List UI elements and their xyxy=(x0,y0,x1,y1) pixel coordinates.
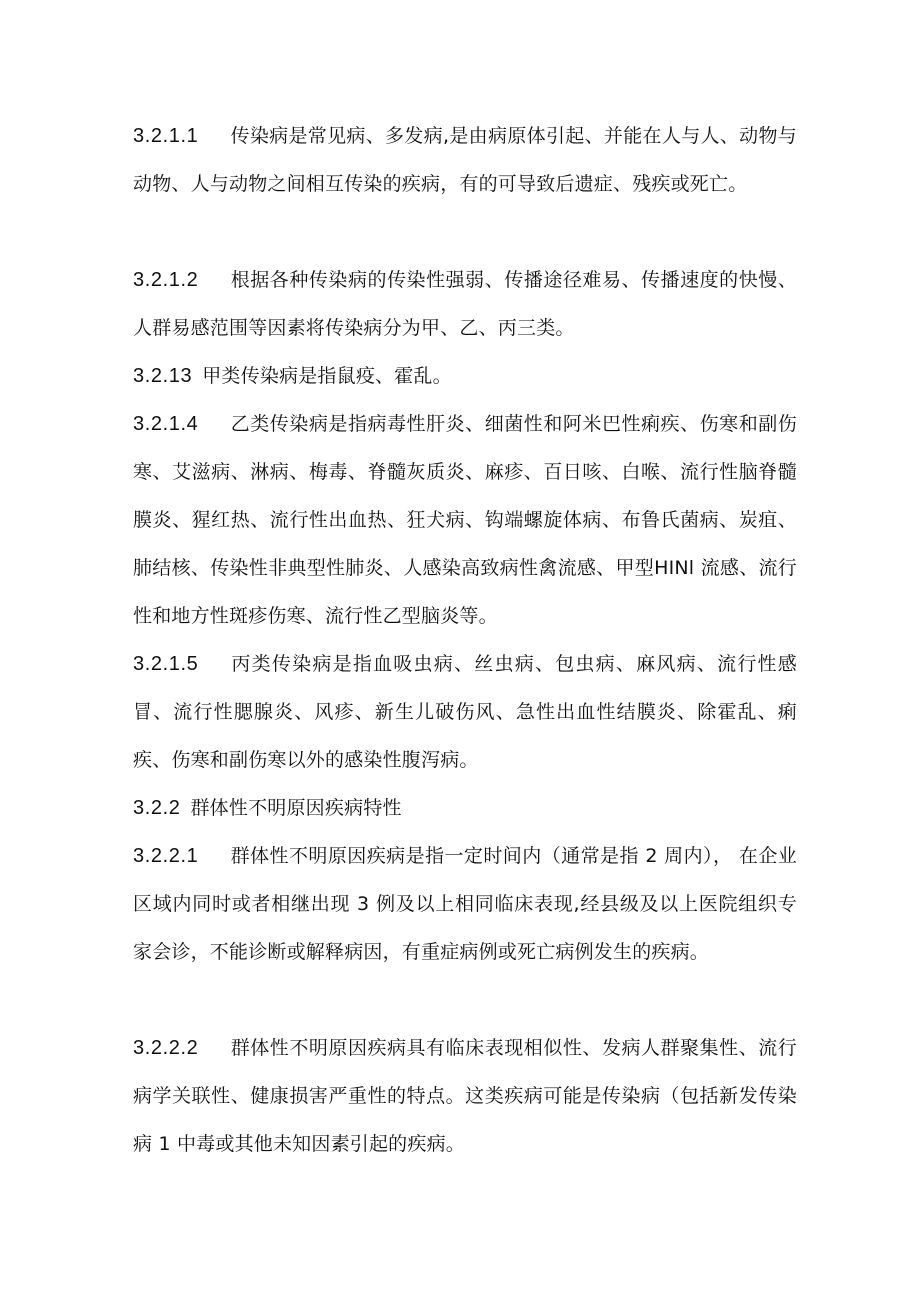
section-heading-3-2-2 xyxy=(133,784,797,832)
paragraph-3-2-1-1 xyxy=(133,112,797,208)
clause-text: 群体性不明原因疾病具有临床表现相似性、发病人群聚集性、流行病学关联性、健康损害严重性的特点。这类疾病可能是传染病（包括新发传染病 1 中毒或其他未知因素引起的疾病。 xyxy=(133,1037,797,1155)
paragraph-3-2-1-5 xyxy=(133,640,797,784)
paragraph-3-2-2-1 xyxy=(133,832,797,976)
clause-number: 3.2.1.2 xyxy=(133,269,199,291)
clause-text: 群体性不明原因疾病是指一定时间内（通常是指 2 周内）， 在企业区域内同时或者相继出现 3 例及以上相同临床表现,经县级及以上医院组织专家会诊，不能诊断或解释病因，有重症病例或死亡病例发生的疾病。 xyxy=(133,845,797,963)
clause-number: 3.2.1.5 xyxy=(133,653,199,675)
clause-number: 3.2.2.1 xyxy=(133,845,199,867)
clause-text: 乙类传染病是指病毒性肝炎、细菌性和阿米巴性痢疾、伤寒和副伤寒、艾滋病、淋病、梅毒、脊髓灰质炎、麻疹、百日咳、白喉、流行性脑脊髓膜炎、猩红热、流行性出血热、狂犬病、钩端螺旋体病、布鲁氏菌病、炭疽、肺结核、传染性非典型性肺炎、人感染高致病性禽流感、甲型HINl 流感、流行性和地方性斑疹伤寒、流行性乙型脑炎等。 xyxy=(133,413,797,627)
clause-number: 3.2.1.1 xyxy=(133,125,199,147)
paragraph-3-2-1-2 xyxy=(133,256,797,352)
clause-number: 3.2.13 xyxy=(133,365,193,387)
clause-number: 3.2.2.2 xyxy=(133,1037,199,1059)
clause-text: 传染病是常见病、多发病,是由病原体引起、并能在人与人、动物与动物、人与动物之间相互传染的疾病，有的可导致后遗症、残疾或死亡。 xyxy=(133,125,797,195)
section-number: 3.2.2 xyxy=(133,797,181,819)
paragraph-3-2-2-2 xyxy=(133,1024,797,1168)
clause-number: 3.2.1.4 xyxy=(133,413,199,435)
clause-text: 丙类传染病是指血吸虫病、丝虫病、包虫病、麻风病、流行性感冒、流行性腮腺炎、风疹、新生儿破伤风、急性出血性结膜炎、除霍乱、痢疾、伤寒和副伤寒以外的感染性腹泻病。 xyxy=(133,653,797,771)
section-title: 群体性不明原因疾病特性 xyxy=(190,797,402,819)
paragraph-3-2-1-3 xyxy=(133,352,797,400)
clause-text: 根据各种传染病的传染性强弱、传播途径难易、传播速度的快慢、人群易感范围等因素将传染病分为甲、乙、丙三类。 xyxy=(133,269,797,339)
clause-text: 甲类传染病是指鼠疫、霍乱。 xyxy=(202,365,452,387)
paragraph-3-2-1-4 xyxy=(133,400,797,640)
